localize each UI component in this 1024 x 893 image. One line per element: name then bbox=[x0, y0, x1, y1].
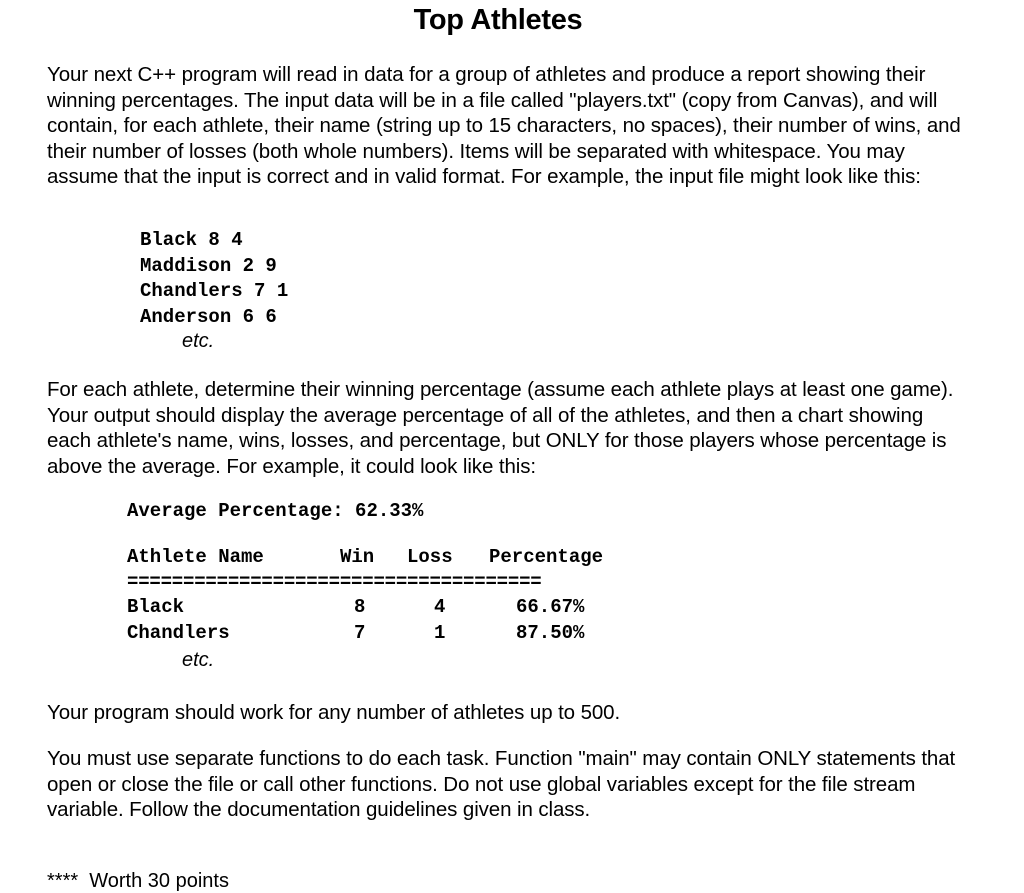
worth-points: **** Worth 30 points bbox=[47, 870, 229, 892]
limit-paragraph: Your program should work for any number of athletes up to 500. bbox=[47, 701, 621, 724]
header-win: Win bbox=[340, 546, 375, 568]
input-line: Black 8 4 bbox=[140, 229, 243, 251]
header-loss: Loss bbox=[407, 546, 453, 568]
separator-rule: ===================================== bbox=[127, 571, 542, 593]
row-percentage: 87.50% bbox=[516, 622, 585, 644]
row-name: Chandlers bbox=[127, 622, 230, 644]
header-athlete-name: Athlete Name bbox=[127, 546, 264, 568]
etc-label: etc. bbox=[182, 330, 215, 352]
row-percentage: 66.67% bbox=[516, 596, 585, 618]
row-win: 7 bbox=[354, 622, 366, 644]
input-line: Anderson 6 6 bbox=[140, 305, 277, 328]
input-line: Maddison 2 9 bbox=[140, 254, 277, 277]
input-line: Chandlers 7 1 bbox=[140, 280, 289, 303]
task-paragraph: For each athlete, determine their winning percentage (assume each athlete plays at least one game). Your output should display the average percentage of all of the athletes, and then a chart showing each athlete's name, wins, losses, and percentage, but ONLY for those players whose percentage is above the average. For example, it could look like this: bbox=[47, 378, 954, 478]
header-percentage: Percentage bbox=[489, 546, 604, 568]
row-loss: 4 bbox=[434, 596, 446, 618]
rules-paragraph: You must use separate functions to do each task. Function "main" may contain ONLY statements that open or close the file or call other functions. Do not use global variables except for the file stream variable. Follow the documentation guidelines given in class. bbox=[47, 747, 956, 822]
page-title: Top Athletes bbox=[413, 4, 583, 36]
average-percentage-line: Average Percentage: 62.33% bbox=[127, 500, 424, 522]
intro-paragraph: Your next C++ program will read in data for a group of athletes and produce a report showing their winning percentages. The input data will be in a file called "players.txt" (copy from Canvas), and will contain, for each athlete, their name (string up to 15 characters, no spaces), their number of wins, and their number of losses (both whole numbers). Items will be separated with whitespace. You may assume that the input is correct and in valid format. For example, the input file might look like this: bbox=[47, 63, 961, 189]
row-loss: 1 bbox=[434, 622, 446, 644]
row-win: 8 bbox=[354, 596, 366, 618]
row-name: Black bbox=[127, 596, 185, 618]
etc-label: etc. bbox=[182, 649, 215, 671]
input-example-block bbox=[140, 228, 288, 330]
